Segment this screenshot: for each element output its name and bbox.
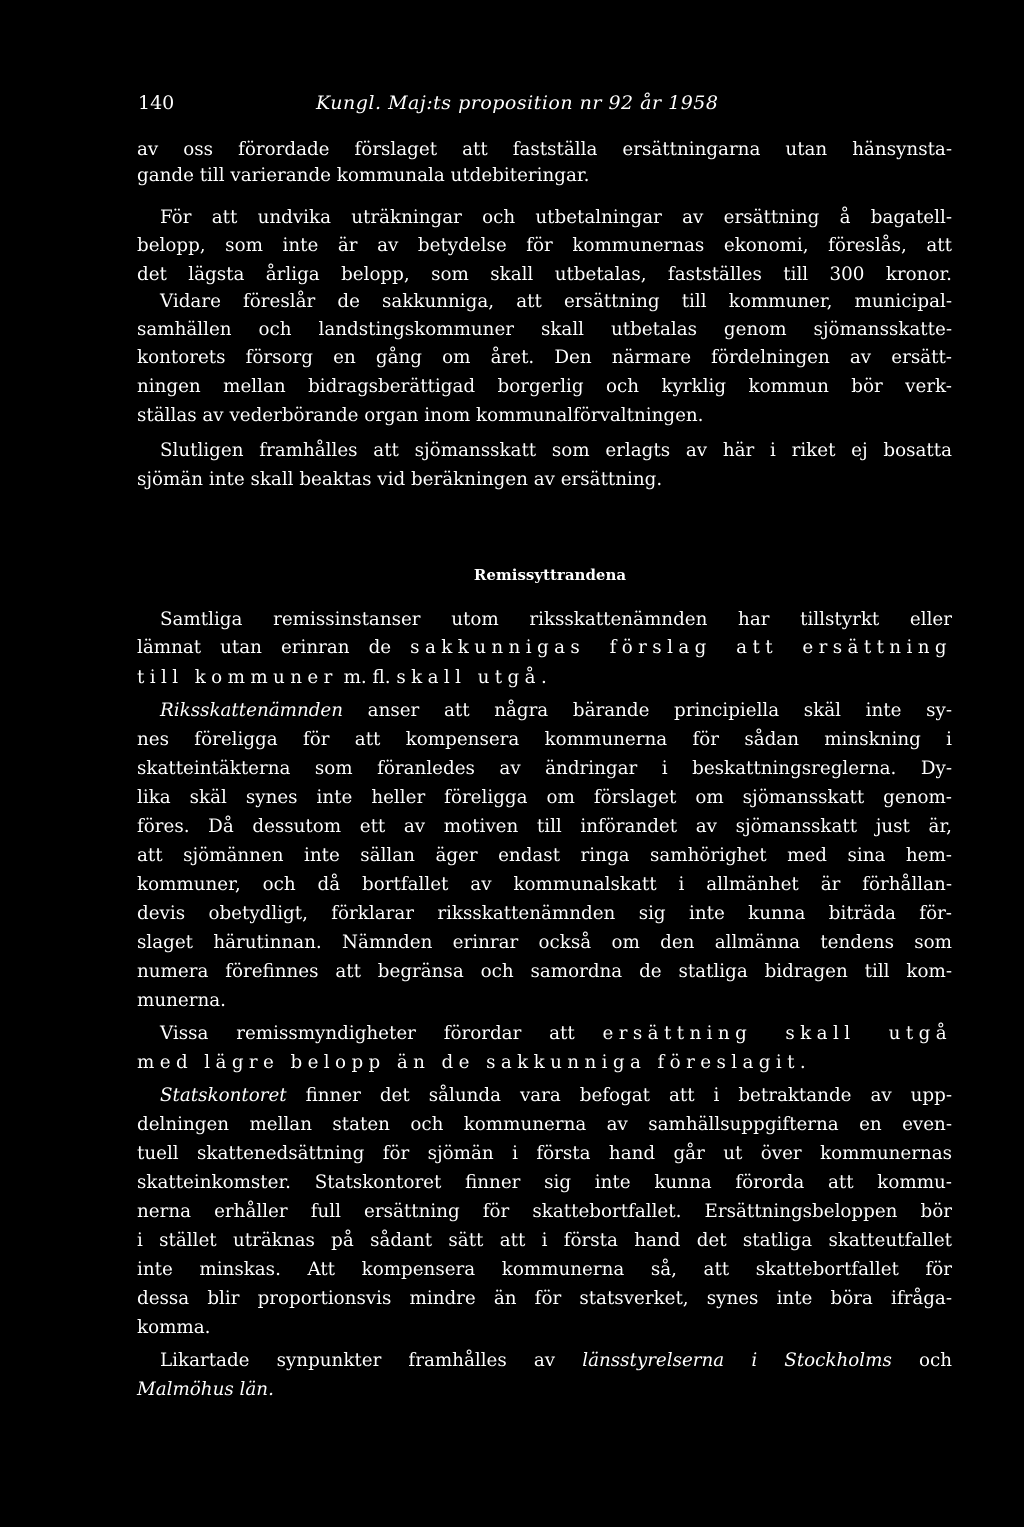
text-line: att sjömännen inte sällan äger endast ringa samhörighet med sina hem-	[137, 845, 952, 866]
running-title: Kungl. Maj:ts proposition nr 92 år 1958	[316, 92, 719, 114]
text-line: skatteintäkterna som föranledes av ändringar i beskattningsreglerna. Dy-	[137, 758, 952, 779]
text-line: För att undvika uträkningar och utbetalningar av ersättning å bagatell-	[160, 207, 952, 228]
text-line: komma.	[137, 1317, 211, 1338]
text-line: lämnat utan erinran de sakkunnigas förslag att ersättning	[137, 637, 953, 658]
text-line: skatteinkomster. Statskontoret finner sig inte kunna förorda att kommu-	[137, 1172, 952, 1193]
text-line: inte minskas. Att kompensera kommunerna så, att skattebortfallet för	[137, 1259, 952, 1280]
text-line: nes föreligga för att kompensera kommunerna för sådan minskning i	[137, 729, 952, 750]
page-number: 140	[138, 92, 175, 114]
text-line: samhällen och landstingskommuner skall utbetalas genom sjömansskatte-	[137, 319, 952, 340]
text-line: belopp, som inte är av betydelse för kommunernas ekonomi, föreslås, att	[137, 235, 952, 256]
text-line: delningen mellan staten och kommunerna av samhällsuppgifterna en even-	[137, 1114, 952, 1135]
text-line: numera förefinnes att begränsa och samordna de statliga bidragen till kom-	[137, 961, 952, 982]
text-line: nerna erhåller full ersättning för skattebortfallet. Ersättningsbeloppen bör	[137, 1201, 952, 1222]
text-line: till kommuner m. fl. skall utgå.	[137, 667, 553, 688]
text-line: Vissa remissmyndigheter förordar att ersättning skall utgå	[160, 1023, 952, 1044]
text-line: föres. Då dessutom ett av motiven till införandet av sjömansskatt just är,	[137, 816, 952, 837]
text-line: munerna.	[137, 990, 226, 1011]
text-line: Malmöhus län.	[137, 1379, 274, 1400]
text-line: Samtliga remissinstanser utom riksskattenämnden har tillstyrkt eller	[160, 609, 952, 630]
text-line: devis obetydligt, förklarar riksskattenämnden sig inte kunna biträda för-	[137, 903, 952, 924]
text-line: Slutligen framhålles att sjömansskatt som erlagts av här i riket ej bosatta	[160, 440, 952, 461]
section-heading: Remissyttrandena	[473, 566, 627, 584]
text-line: Vidare föreslår de sakkunniga, att ersättning till kommuner, municipal-	[160, 291, 952, 312]
text-line: kommuner, och då bortfallet av kommunalskatt i allmänhet är förhållan-	[137, 874, 952, 895]
text-line: tuell skattenedsättning för sjömän i första hand går ut över kommunernas	[137, 1143, 952, 1164]
text-line: slaget härutinnan. Nämnden erinrar också om den allmänna tendens som	[137, 932, 952, 953]
text-line: i stället uträknas på sådant sätt att i första hand det statliga skatteutfallet	[137, 1230, 952, 1251]
text-line: sjömän inte skall beaktas vid beräkningen av ersättning.	[137, 469, 663, 490]
text-line: kontorets försorg en gång om året. Den närmare fördelningen av ersätt-	[137, 347, 952, 368]
text-line: Riksskattenämnden anser att några bärande principiella skäl inte sy-	[160, 700, 952, 721]
text-line: dessa blir proportionsvis mindre än för statsverket, synes inte böra ifråga-	[137, 1288, 952, 1309]
text-line: ställas av vederbörande organ inom kommunalförvaltningen.	[137, 405, 704, 426]
text-line: lika skäl synes inte heller föreligga om förslaget om sjömansskatt genom-	[137, 787, 952, 808]
text-line: av oss förordade förslaget att fastställa ersättningarna utan hänsynsta-	[137, 139, 952, 160]
text-line: ningen mellan bidragsberättigad borgerlig och kyrklig kommun bör verk-	[137, 376, 952, 397]
text-line: Statskontoret finner det sålunda vara befogat att i betraktande av upp-	[160, 1085, 952, 1106]
text-line: gande till varierande kommunala utdebiteringar.	[137, 165, 590, 186]
text-line: med lägre belopp än de sakkunniga föreslagit.	[137, 1052, 812, 1073]
text-line: Likartade synpunkter framhålles av länsstyrelserna i Stockholms och	[160, 1350, 952, 1371]
text-line: det lägsta årliga belopp, som skall utbetalas, fastställes till 300 kronor.	[137, 264, 952, 285]
